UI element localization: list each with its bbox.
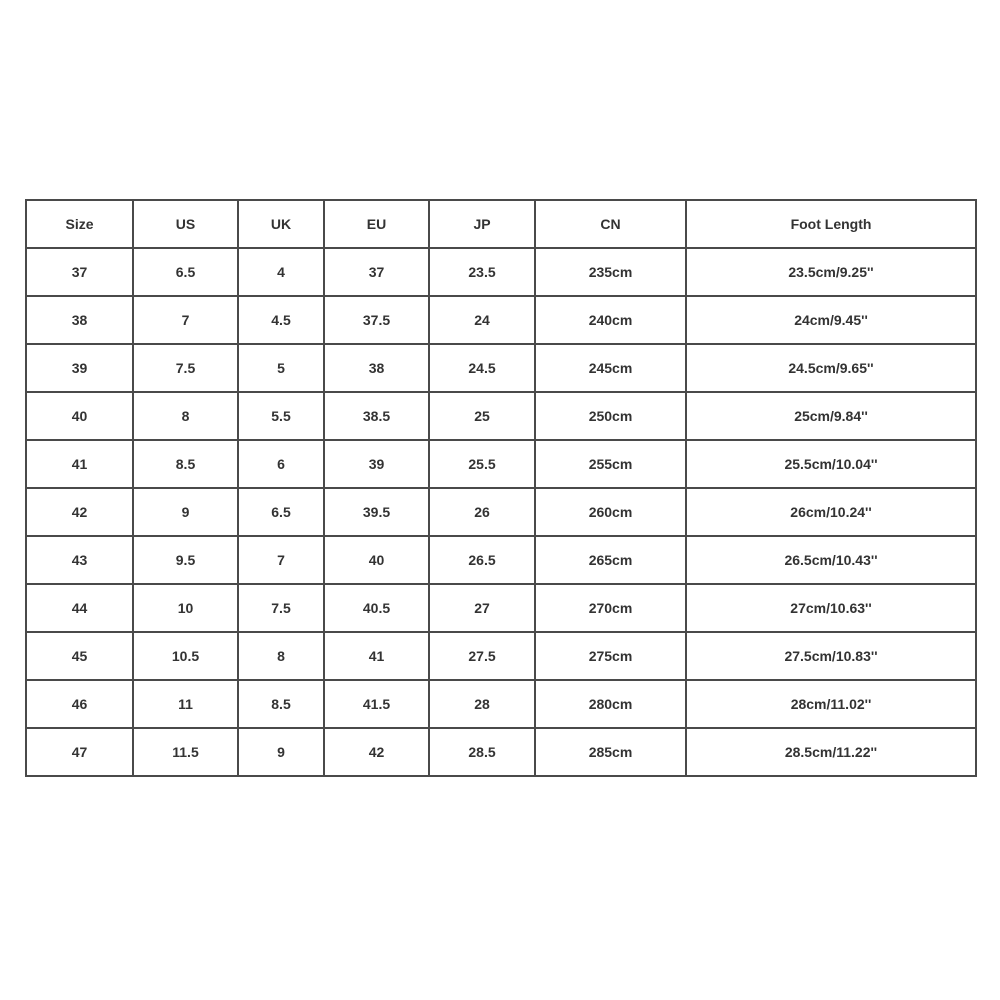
cell-uk: 4.5 xyxy=(238,296,324,344)
cell-jp: 26.5 xyxy=(429,536,535,584)
header-row xyxy=(26,200,976,248)
cell-foot-length: 25cm/9.84'' xyxy=(686,392,976,440)
cell-eu: 37 xyxy=(324,248,429,296)
cell-uk: 8 xyxy=(238,632,324,680)
cell-jp: 28 xyxy=(429,680,535,728)
table-row xyxy=(26,680,976,728)
cell-size: 43 xyxy=(26,536,133,584)
cell-foot-length: 26.5cm/10.43'' xyxy=(686,536,976,584)
cell-foot-length: 26cm/10.24'' xyxy=(686,488,976,536)
cell-cn: 275cm xyxy=(535,632,686,680)
table-row xyxy=(26,344,976,392)
cell-size: 41 xyxy=(26,440,133,488)
cell-cn: 235cm xyxy=(535,248,686,296)
cell-foot-length: 25.5cm/10.04'' xyxy=(686,440,976,488)
table-body xyxy=(26,248,976,776)
cell-size: 37 xyxy=(26,248,133,296)
cell-uk: 9 xyxy=(238,728,324,776)
cell-foot-length: 23.5cm/9.25'' xyxy=(686,248,976,296)
header-uk: UK xyxy=(238,200,324,248)
table-row xyxy=(26,584,976,632)
cell-size: 46 xyxy=(26,680,133,728)
cell-eu: 38.5 xyxy=(324,392,429,440)
header-cn: CN xyxy=(535,200,686,248)
cell-size: 45 xyxy=(26,632,133,680)
header-eu: EU xyxy=(324,200,429,248)
cell-jp: 24.5 xyxy=(429,344,535,392)
size-chart-table xyxy=(25,199,977,777)
cell-size: 38 xyxy=(26,296,133,344)
table-row xyxy=(26,392,976,440)
cell-uk: 5.5 xyxy=(238,392,324,440)
cell-cn: 280cm xyxy=(535,680,686,728)
cell-jp: 24 xyxy=(429,296,535,344)
cell-us: 10.5 xyxy=(133,632,238,680)
cell-eu: 42 xyxy=(324,728,429,776)
header-foot-length: Foot Length xyxy=(686,200,976,248)
table-row xyxy=(26,440,976,488)
header-size: Size xyxy=(26,200,133,248)
cell-foot-length: 24.5cm/9.65'' xyxy=(686,344,976,392)
cell-eu: 37.5 xyxy=(324,296,429,344)
cell-foot-length: 28.5cm/11.22'' xyxy=(686,728,976,776)
cell-jp: 23.5 xyxy=(429,248,535,296)
cell-us: 11.5 xyxy=(133,728,238,776)
table-row xyxy=(26,728,976,776)
header-us: US xyxy=(133,200,238,248)
cell-eu: 39 xyxy=(324,440,429,488)
cell-eu: 41 xyxy=(324,632,429,680)
cell-jp: 27.5 xyxy=(429,632,535,680)
cell-jp: 25.5 xyxy=(429,440,535,488)
cell-us: 9 xyxy=(133,488,238,536)
cell-us: 10 xyxy=(133,584,238,632)
header-jp: JP xyxy=(429,200,535,248)
cell-cn: 240cm xyxy=(535,296,686,344)
cell-uk: 6 xyxy=(238,440,324,488)
cell-cn: 250cm xyxy=(535,392,686,440)
cell-us: 11 xyxy=(133,680,238,728)
cell-uk: 7 xyxy=(238,536,324,584)
cell-uk: 8.5 xyxy=(238,680,324,728)
cell-us: 7 xyxy=(133,296,238,344)
cell-uk: 6.5 xyxy=(238,488,324,536)
cell-us: 8 xyxy=(133,392,238,440)
cell-eu: 40.5 xyxy=(324,584,429,632)
cell-eu: 39.5 xyxy=(324,488,429,536)
cell-foot-length: 24cm/9.45'' xyxy=(686,296,976,344)
cell-us: 7.5 xyxy=(133,344,238,392)
table-row xyxy=(26,536,976,584)
cell-jp: 27 xyxy=(429,584,535,632)
cell-eu: 38 xyxy=(324,344,429,392)
cell-us: 9.5 xyxy=(133,536,238,584)
cell-uk: 7.5 xyxy=(238,584,324,632)
cell-foot-length: 27.5cm/10.83'' xyxy=(686,632,976,680)
cell-jp: 25 xyxy=(429,392,535,440)
cell-eu: 41.5 xyxy=(324,680,429,728)
cell-jp: 26 xyxy=(429,488,535,536)
cell-uk: 4 xyxy=(238,248,324,296)
cell-eu: 40 xyxy=(324,536,429,584)
table-row xyxy=(26,488,976,536)
cell-cn: 260cm xyxy=(535,488,686,536)
cell-us: 6.5 xyxy=(133,248,238,296)
cell-cn: 285cm xyxy=(535,728,686,776)
cell-size: 44 xyxy=(26,584,133,632)
cell-us: 8.5 xyxy=(133,440,238,488)
table-row xyxy=(26,296,976,344)
cell-size: 40 xyxy=(26,392,133,440)
cell-size: 39 xyxy=(26,344,133,392)
table-row xyxy=(26,632,976,680)
cell-cn: 265cm xyxy=(535,536,686,584)
table-row xyxy=(26,248,976,296)
cell-jp: 28.5 xyxy=(429,728,535,776)
cell-foot-length: 27cm/10.63'' xyxy=(686,584,976,632)
cell-foot-length: 28cm/11.02'' xyxy=(686,680,976,728)
cell-cn: 270cm xyxy=(535,584,686,632)
cell-cn: 255cm xyxy=(535,440,686,488)
cell-size: 47 xyxy=(26,728,133,776)
cell-cn: 245cm xyxy=(535,344,686,392)
cell-size: 42 xyxy=(26,488,133,536)
table-header xyxy=(26,200,976,248)
cell-uk: 5 xyxy=(238,344,324,392)
